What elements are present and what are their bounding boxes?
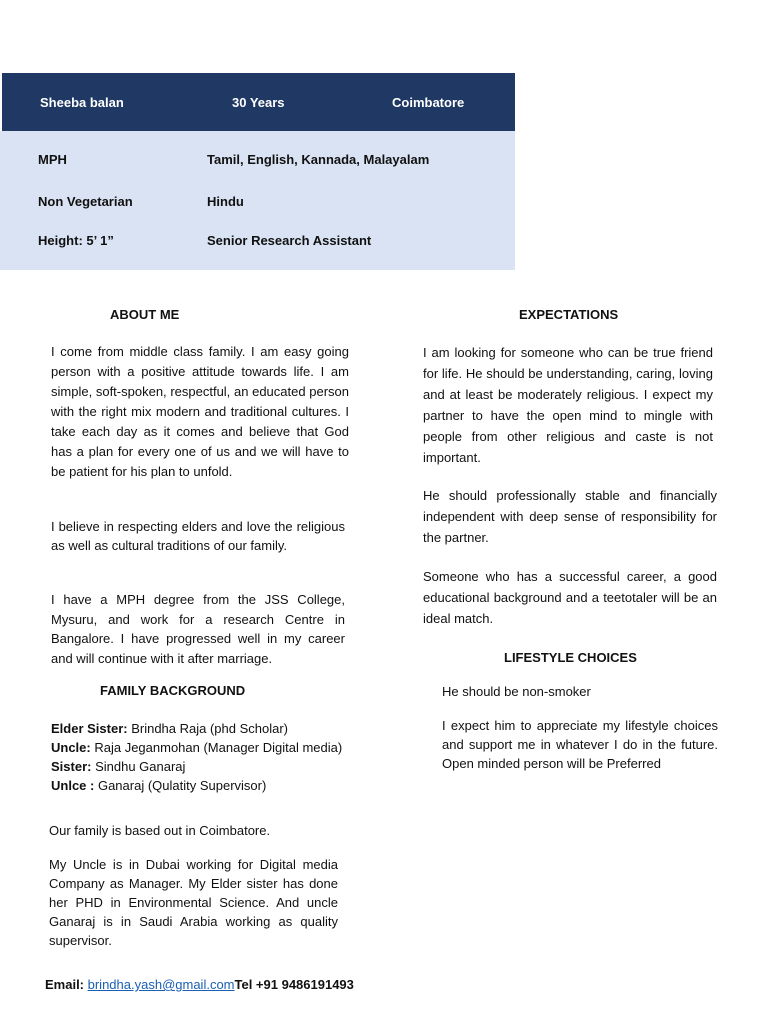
- family-member-row: [51, 738, 342, 757]
- family-member-row: [51, 719, 342, 738]
- profile-info-panel: [0, 131, 515, 270]
- height-value: Height: 5’ 1”: [38, 233, 114, 248]
- family-member-value: Sindhu Ganaraj: [91, 759, 186, 774]
- family-heading: FAMILY BACKGROUND: [100, 683, 246, 698]
- expectations-paragraph-1: I am looking for someone who can be true friend for life. He should be understanding, caring, loving and at least be moderately religious. I expect my partner to have the open mind to mingle with people from other religious and caste is not important.: [423, 345, 713, 465]
- languages-value: Tamil, English, Kannada, Malayalam: [207, 152, 430, 167]
- family-member-value: Brindha Raja (phd Scholar): [127, 721, 289, 736]
- profile-name: Sheeba balan: [40, 95, 124, 110]
- education-value: MPH: [38, 152, 67, 167]
- family-member-label: Unlce :: [51, 778, 95, 793]
- phone-number: Tel +91 9486191493: [234, 977, 354, 992]
- lifestyle-heading: LIFESTYLE CHOICES: [504, 650, 637, 665]
- about-paragraph-2: I believe in respecting elders and love the religious as well as cultural traditions of our family.: [51, 519, 345, 553]
- contact-footer: [45, 977, 354, 992]
- about-paragraph-3: I have a MPH degree from the JSS College, Mysuru, and work for a research Centre in Bangalore. I have progressed well in my career and will continue with it after marriage.: [51, 592, 345, 666]
- family-member-value: Raja Jeganmohan (Manager Digital media): [90, 740, 343, 755]
- family-member-label: Uncle:: [51, 740, 91, 755]
- email-link[interactable]: brindha.yash@gmail.com: [87, 977, 235, 992]
- about-paragraph-1: I come from middle class family. I am easy going person with a positive attitude towards life. I am simple, soft-spoken, respectful, an educated person with the right mix modern and traditional cultures. I take each day as it comes and believe that God has a plan for every one of us and we will have to be patient for his plan to unfold.: [51, 344, 349, 479]
- family-paragraph-1: Our family is based out in Coimbatore.: [49, 823, 271, 838]
- family-member-row: [51, 757, 342, 776]
- expectations-paragraph-2: He should professionally stable and financially independent with deep sense of responsibility for the partner.: [423, 488, 717, 545]
- profile-city: Coimbatore: [392, 95, 465, 110]
- expectations-paragraph-3: Someone who has a successful career, a good educational background and a teetotaler will be an ideal match.: [423, 569, 717, 626]
- about-heading: ABOUT ME: [110, 307, 180, 322]
- diet-value: Non Vegetarian: [38, 194, 133, 209]
- occupation-value: Senior Research Assistant: [207, 233, 372, 248]
- religion-value: Hindu: [207, 194, 244, 209]
- email-label: Email:: [45, 977, 88, 992]
- lifestyle-paragraph-1: He should be non-smoker: [442, 684, 591, 699]
- family-member-label: Elder Sister:: [51, 721, 128, 736]
- family-member-label: Sister:: [51, 759, 92, 774]
- family-member-row: [51, 776, 342, 795]
- profile-header-bar: [2, 73, 515, 131]
- family-paragraph-2: My Uncle is in Dubai working for Digital media Company as Manager. My Elder sister has done her PHD in Environmental Science. And uncle Ganaraj is in Saudi Arabia working as quality supervisor.: [49, 857, 338, 948]
- lifestyle-paragraph-2: I expect him to appreciate my lifestyle choices and support me in whatever I do in the future. Open minded person will be Preferred: [442, 718, 718, 771]
- profile-age: 30 Years: [232, 95, 285, 110]
- expectations-heading: EXPECTATIONS: [519, 307, 619, 322]
- family-members-list: [51, 719, 342, 795]
- family-member-value: Ganaraj (Qulatity Supervisor): [94, 778, 267, 793]
